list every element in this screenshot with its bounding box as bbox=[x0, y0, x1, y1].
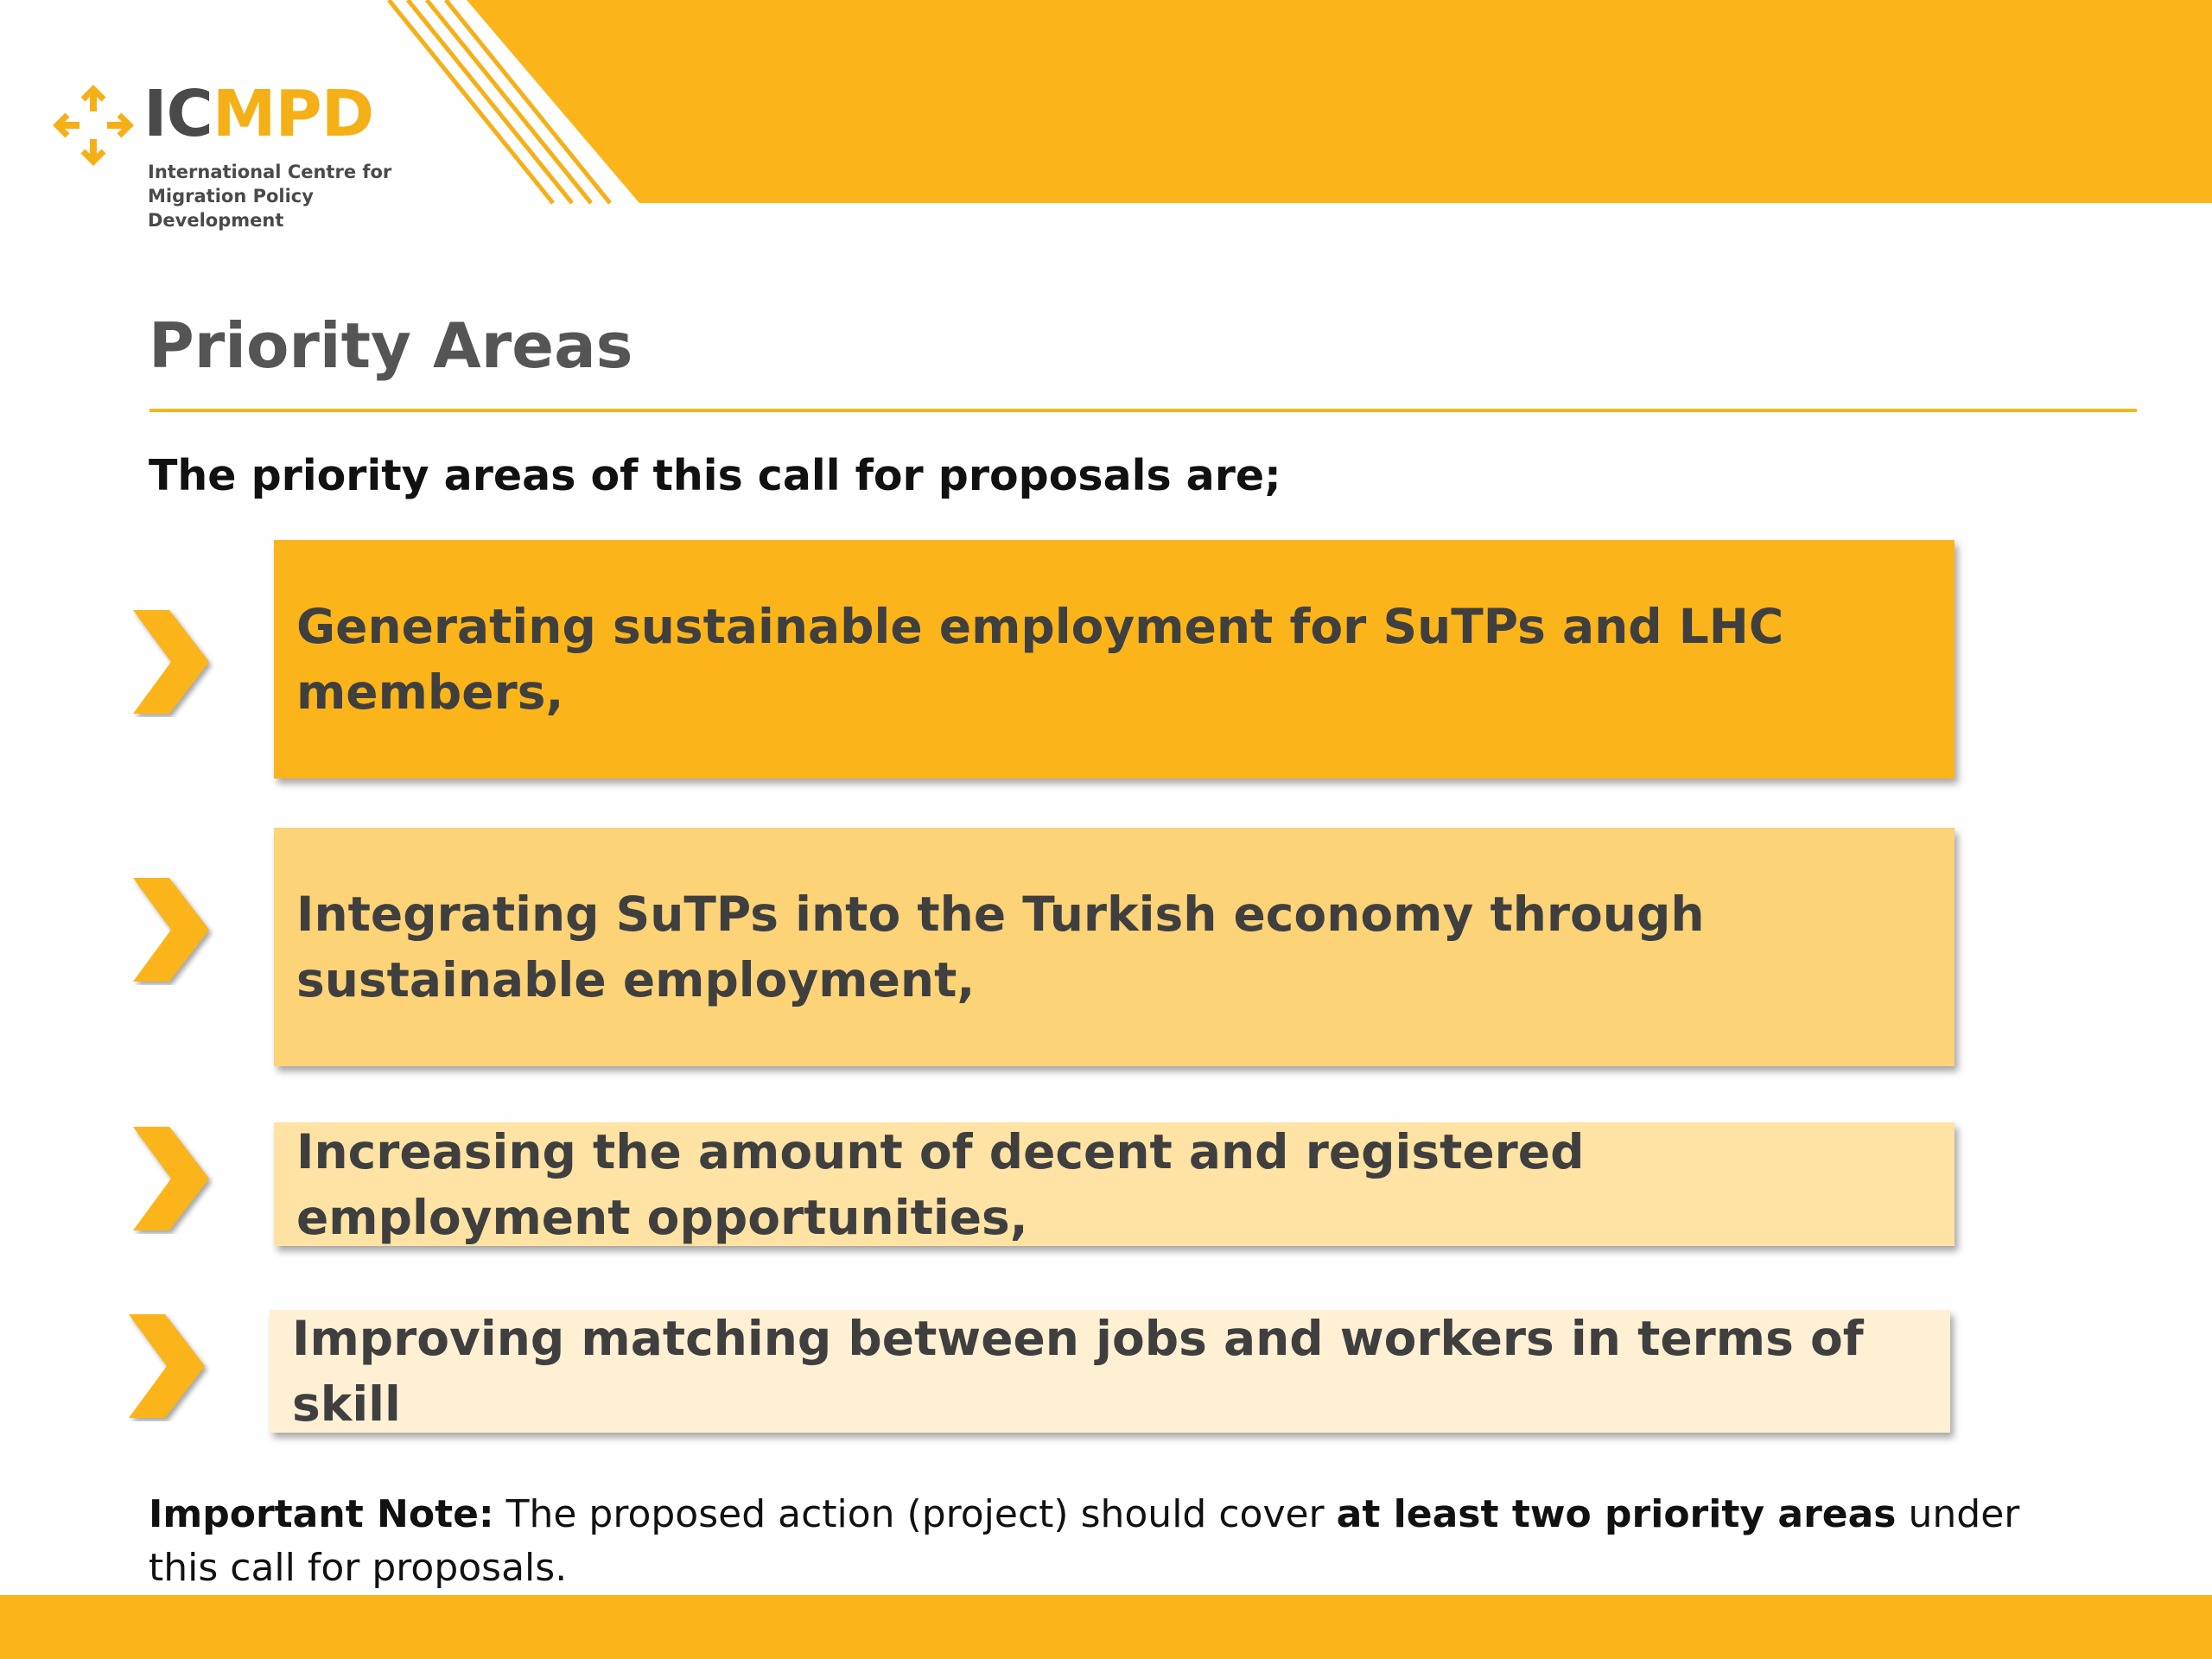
priority-area-2 bbox=[274, 828, 1955, 1066]
priority-area-text: Generating sustainable employment for SuTPs and LHC members, bbox=[296, 599, 1784, 720]
page-title: Priority Areas bbox=[149, 309, 633, 382]
logo-wordmark: ICMPD bbox=[143, 77, 374, 151]
arrows-logo-icon bbox=[52, 84, 135, 167]
chevron-right-icon bbox=[117, 1309, 212, 1421]
priority-area-4 bbox=[270, 1310, 1950, 1433]
intro-text: The priority areas of this call for proposals are; bbox=[149, 451, 1281, 500]
priority-area-text: Integrating SuTPs into the Turkish economy through sustainable employment, bbox=[296, 887, 1705, 1007]
chevron-right-icon bbox=[121, 605, 216, 717]
note-label: Important Note: bbox=[149, 1492, 494, 1536]
priority-area-3 bbox=[274, 1122, 1955, 1246]
chevron-right-icon bbox=[121, 873, 216, 985]
priority-area-text: Increasing the amount of decent and registered employment opportunities, bbox=[296, 1123, 1585, 1245]
logo-subtitle-line: Migration Policy Development bbox=[148, 186, 314, 231]
header-banner-fill bbox=[467, 0, 2212, 203]
priority-area-1 bbox=[274, 540, 1955, 779]
important-note bbox=[149, 1488, 2075, 1595]
title-divider bbox=[149, 409, 2137, 412]
footer-bar bbox=[0, 1595, 2212, 1659]
chevron-right-icon bbox=[121, 1122, 216, 1234]
logo-subtitle bbox=[148, 160, 432, 232]
priority-area-text: Improving matching between jobs and workers in terms of skill bbox=[292, 1311, 1864, 1432]
note-emphasis: at least two priority areas bbox=[1336, 1492, 1897, 1536]
icmpd-logo bbox=[52, 77, 432, 231]
note-text: under this call for proposals. bbox=[149, 1492, 2020, 1590]
logo-subtitle-line: International Centre for bbox=[148, 162, 392, 182]
note-text: The proposed action (project) should cover bbox=[493, 1492, 1337, 1536]
